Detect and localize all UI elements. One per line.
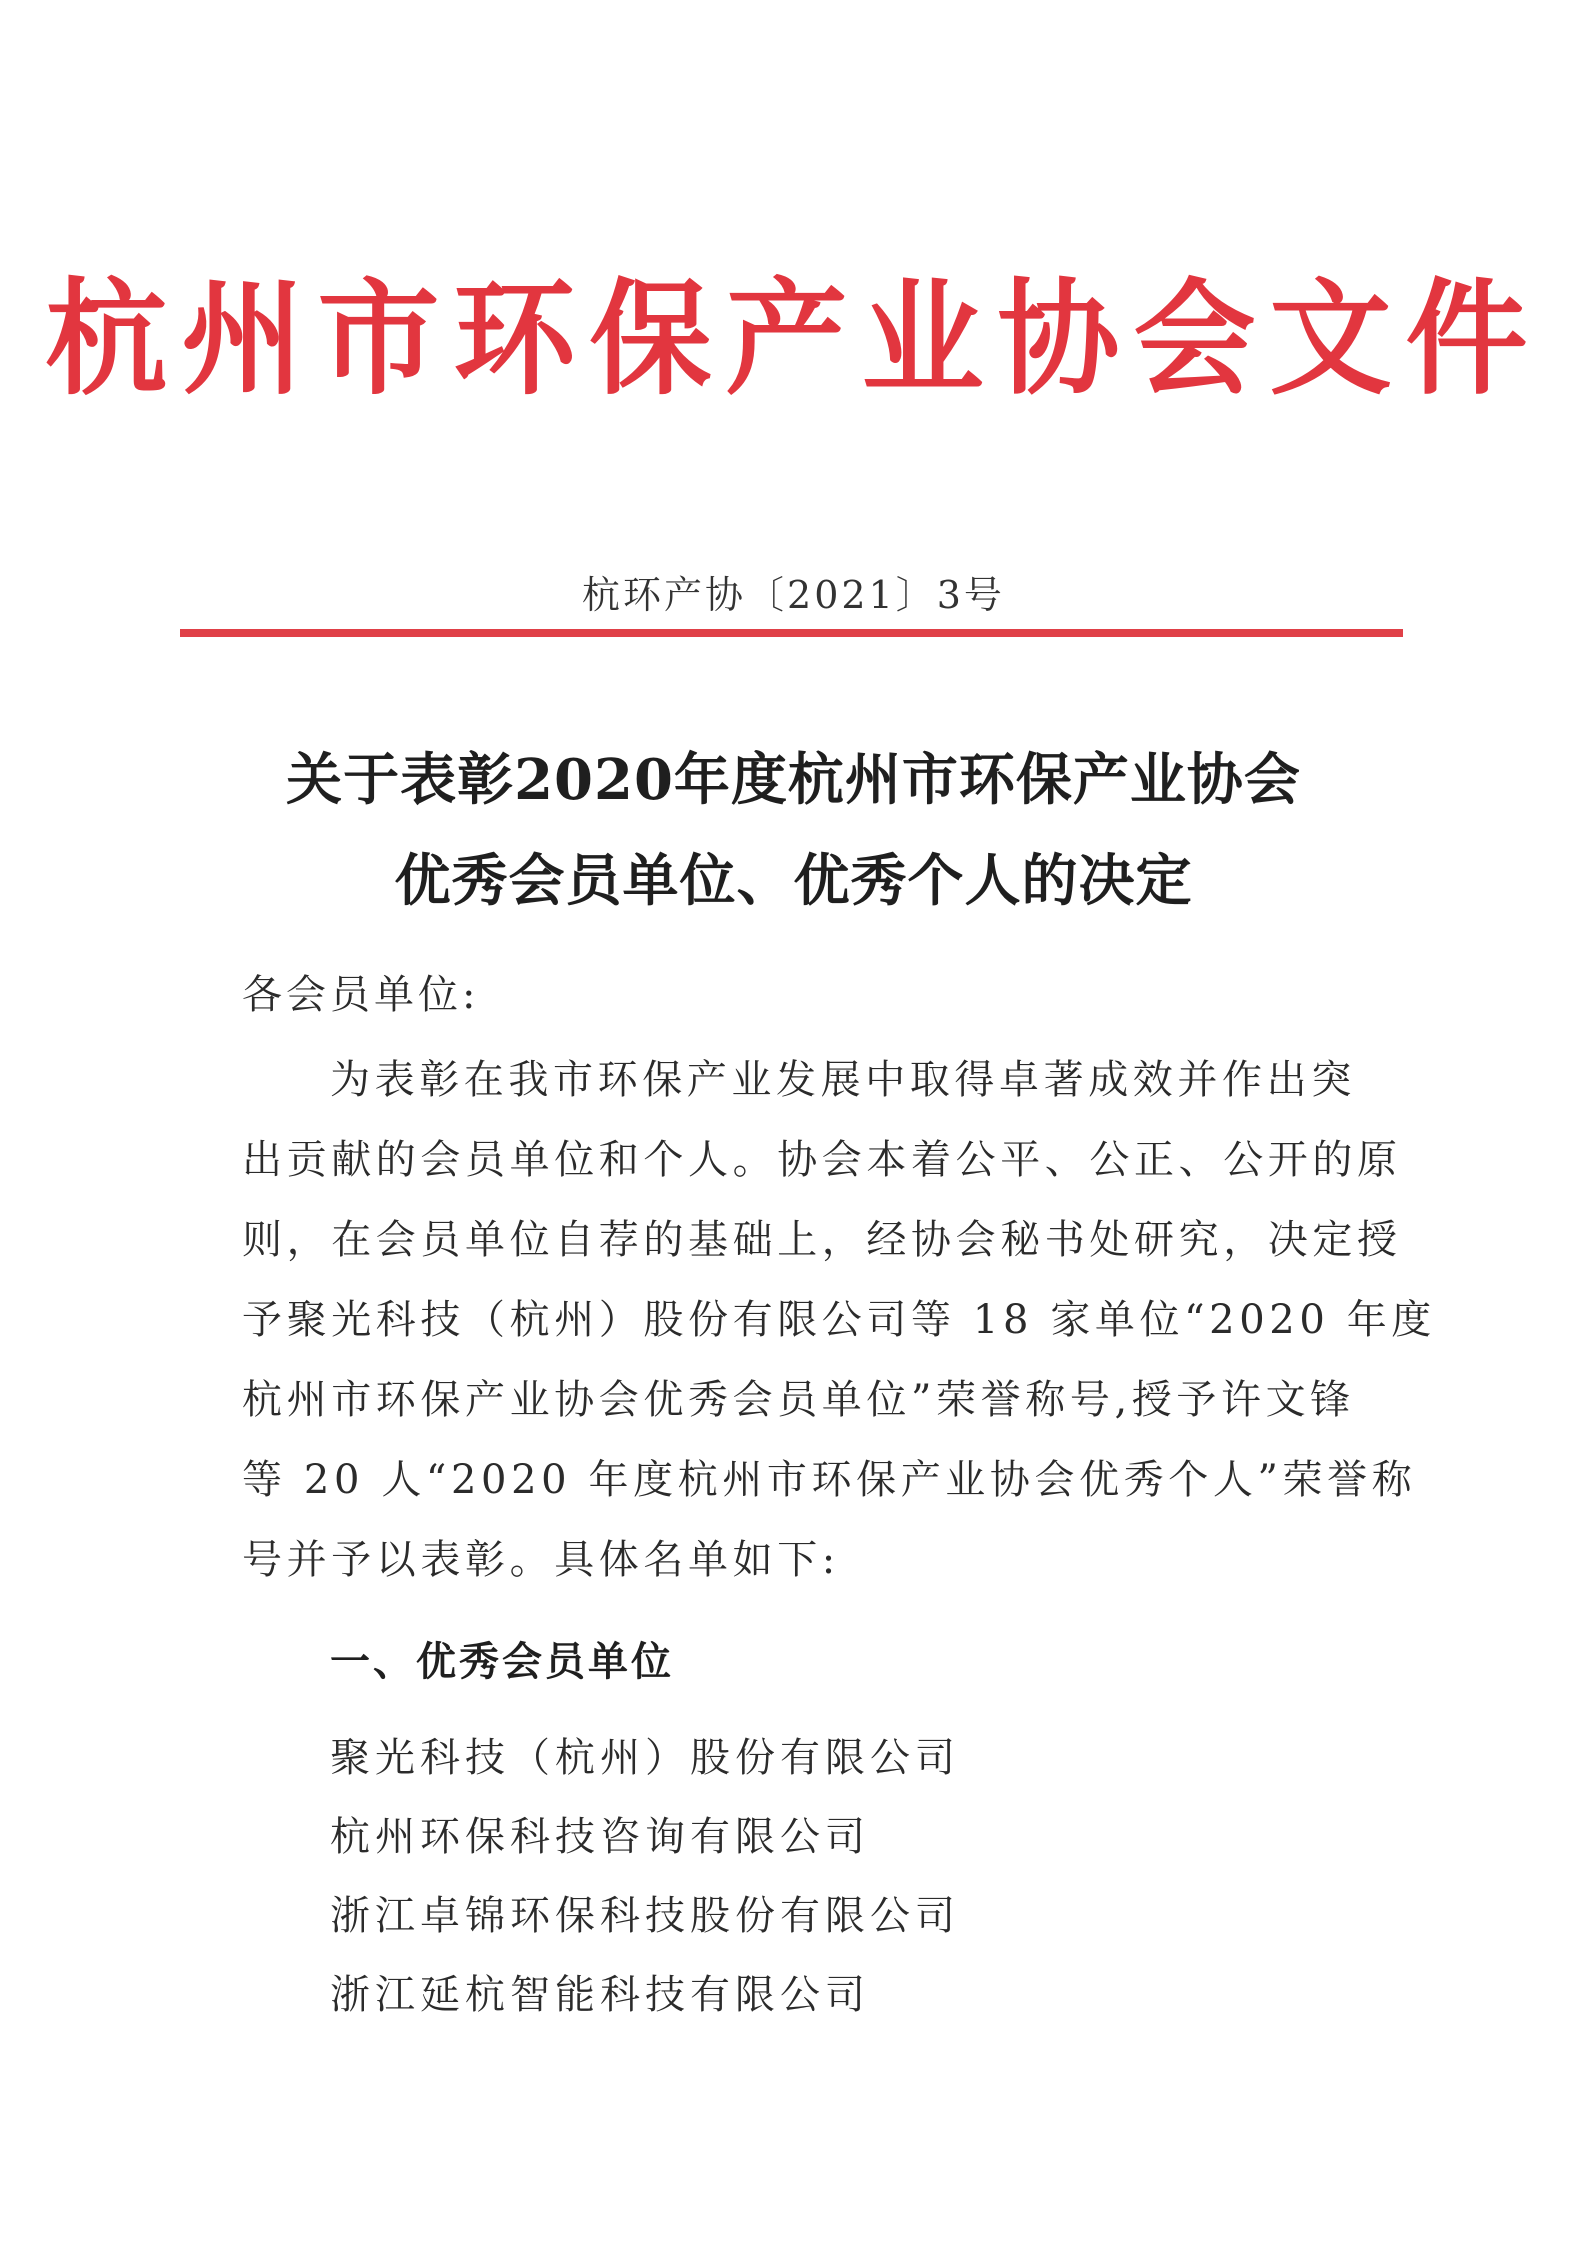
body-line: 则，在会员单位自荐的基础上，经协会秘书处研究，决定授: [242, 1217, 1402, 1263]
body-line: 杭州市环保产业协会优秀会员单位”荣誉称号,授予许文锋: [242, 1377, 1355, 1423]
list-item: 浙江卓锦环保科技股份有限公司: [330, 1893, 960, 1939]
decision-title-line-2: 优秀会员单位、优秀个人的决定: [394, 848, 1193, 914]
list-item: 聚光科技（杭州）股份有限公司: [330, 1735, 960, 1781]
body-line: 号并予以表彰。具体名单如下:: [242, 1537, 840, 1583]
section-heading-outstanding-members: 一、优秀会员单位: [330, 1639, 674, 1685]
body-line: 为表彰在我市环保产业发展中取得卓著成效并作出突: [330, 1057, 1356, 1103]
list-item: 杭州环保科技咨询有限公司: [330, 1814, 870, 1860]
list-item: 浙江延杭智能科技有限公司: [330, 1972, 870, 2018]
document-number: 杭环产协〔2021〕3号: [582, 573, 1005, 617]
masthead-title: 杭州市环保产业协会文件: [45, 266, 1542, 412]
red-divider-rule: [180, 629, 1403, 637]
body-line: 予聚光科技（杭州）股份有限公司等 18 家单位“2020 年度: [242, 1297, 1436, 1343]
body-line: 等 20 人“2020 年度杭州市环保产业协会优秀个人”荣誉称: [242, 1457, 1417, 1503]
decision-title-line-1: 关于表彰2020年度杭州市环保产业协会: [286, 747, 1301, 813]
salutation: 各会员单位:: [242, 972, 480, 1018]
body-line: 出贡献的会员单位和个人。协会本着公平、公正、公开的原: [242, 1137, 1402, 1183]
